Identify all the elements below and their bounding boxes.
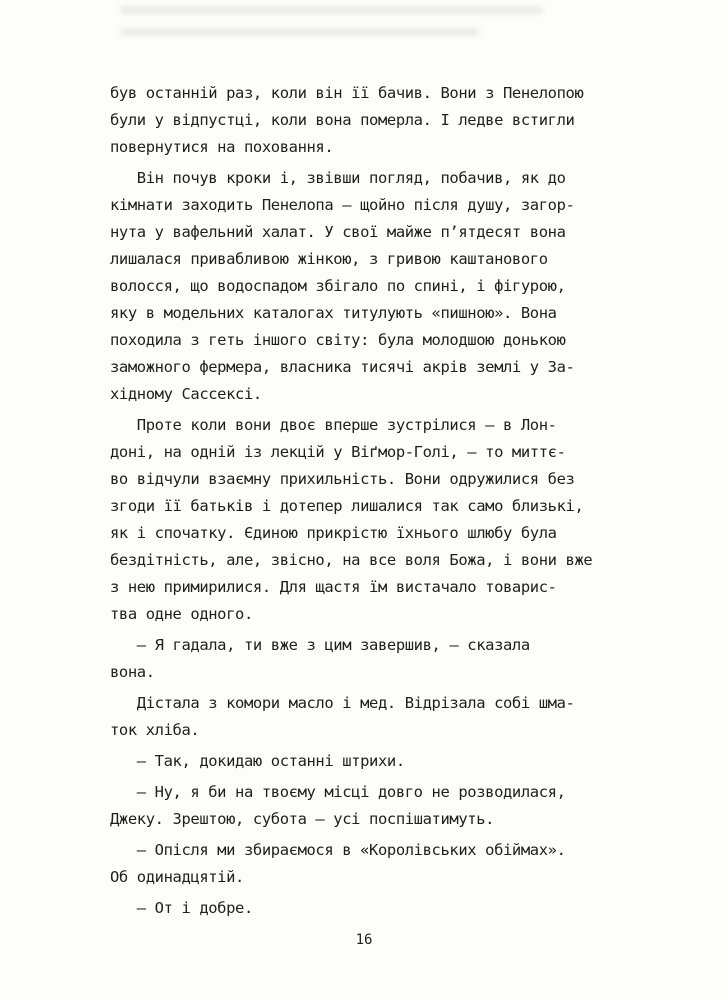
text-line: Об одинадцятій.	[110, 868, 244, 886]
paragraph	[110, 632, 620, 686]
text-line: Дістала з комори масло і мед. Відрізала собі шма-	[110, 694, 575, 712]
text-line: — Опісля ми збираємося в «Королівських обіймах».	[110, 841, 566, 859]
paragraph	[110, 748, 620, 775]
paragraph	[110, 165, 620, 408]
text-line: були у відпустці, коли вона померла. І ледве встигли	[110, 111, 575, 129]
paragraph	[110, 80, 620, 161]
text-line: вона.	[110, 663, 155, 681]
page-number: 16	[355, 932, 373, 948]
text-line: бездітність, але, звісно, на все воля Божа, і вони вже	[110, 551, 593, 569]
text-line: з нею примирилися. Для щастя їм вистачало товарис-	[110, 578, 557, 596]
text-line: ток хліба.	[110, 721, 200, 739]
text-line: заможного фермера, власника тисячі акрів землі у За-	[110, 358, 575, 376]
text-line: Проте коли вони двоє вперше зустрілися — в Лон-	[110, 416, 557, 434]
text-line: — Я гадала, ти вже з цим завершив, — сказала	[110, 636, 530, 654]
text-line: нута у вафельний халат. У свої майже п’ятдесят вона	[110, 223, 566, 241]
text-line: хідному Сассексі.	[110, 385, 262, 403]
text-line: кімнати заходить Пенелопа — щойно після душу, загор-	[110, 196, 575, 214]
paragraph	[110, 779, 620, 833]
text-line: повернутися на поховання.	[110, 138, 334, 156]
text-line: — Так, докидаю останні штрихи.	[110, 752, 405, 770]
body-text	[110, 80, 620, 922]
text-line: як і спочатку. Єдиною прикрістю їхнього шлюбу була	[110, 524, 557, 542]
text-line: яку в модельних каталогах титулують «пишною». Вона	[110, 304, 557, 322]
text-line: Він почув кроки і, звівши погляд, побачив, як до	[110, 169, 566, 187]
text-line: лишалася привабливою жінкою, з гривою каштанового	[110, 250, 548, 268]
text-line: згоди її батьків і дотепер лишалися так само близькі,	[110, 497, 584, 515]
text-line: походила з геть іншого світу: була молодшою донькою	[110, 331, 566, 349]
text-line: волосся, що водоспадом збігало по спині, і фігурою,	[110, 277, 566, 295]
bleed-through-text	[120, 6, 580, 46]
text-line: во відчули взаємну прихильність. Вони одружилися без	[110, 470, 575, 488]
text-line: — От і добре.	[110, 899, 253, 917]
text-line: був останній раз, коли він її бачив. Вони з Пенелопою	[110, 84, 584, 102]
paragraph	[110, 412, 620, 628]
text-line: Джеку. Зрештою, субота — усі поспішатимуть.	[110, 810, 495, 828]
text-line: тва одне одного.	[110, 605, 253, 623]
paragraph	[110, 895, 620, 922]
paragraph	[110, 690, 620, 744]
text-line: доні, на одній із лекцій у Віґмор-Голі, — то миттє-	[110, 443, 566, 461]
paragraph	[110, 837, 620, 891]
text-line: — Ну, я би на твоєму місці довго не розводилася,	[110, 783, 566, 801]
